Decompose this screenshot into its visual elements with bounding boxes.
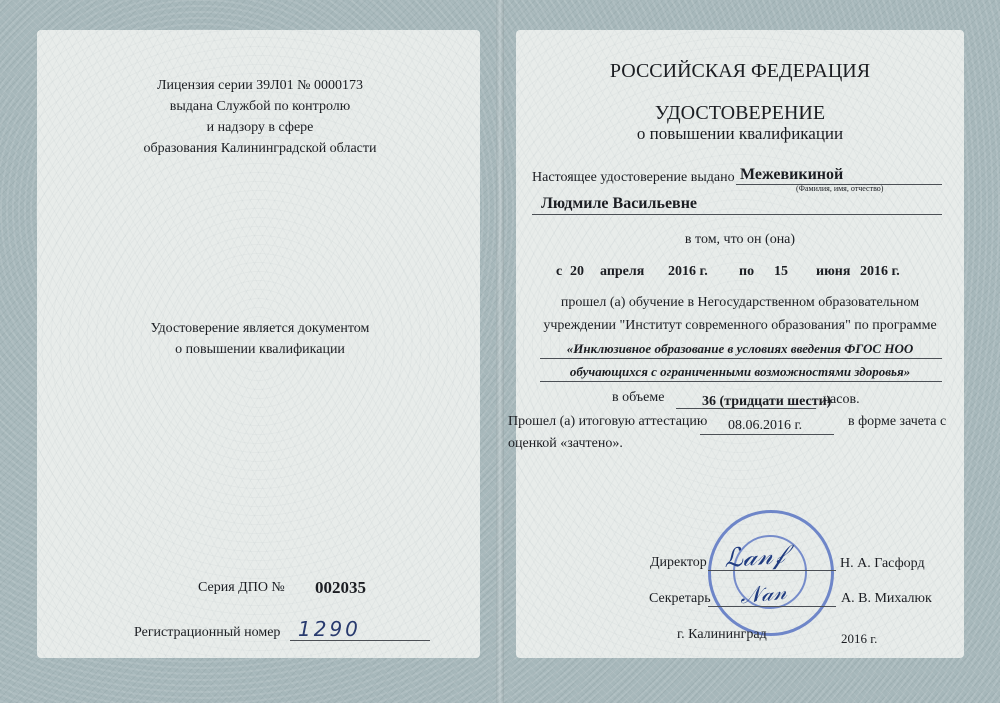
doc-subtitle: о повышении квалификации xyxy=(636,124,844,143)
license-line-2: выдана Службой по контролю xyxy=(169,99,351,114)
period-to-prefix: по xyxy=(739,264,755,279)
period-to-year: 2016 г. xyxy=(860,264,900,279)
volume-underline xyxy=(676,408,816,409)
secretary-signature: 𝒩𝒶𝓃 xyxy=(738,579,788,610)
program-line-2-underline xyxy=(540,381,942,382)
volume-suffix: часов. xyxy=(823,392,860,407)
secretary-name: А. В. Михалюк xyxy=(841,591,932,606)
page-fold xyxy=(496,0,504,703)
attestation-date-underline xyxy=(700,434,834,435)
director-name: Н. А. Гасфорд xyxy=(840,556,925,571)
document-note-line-2: о повышении квалификации xyxy=(175,342,345,357)
country-heading: РОССИЙСКАЯ ФЕДЕРАЦИЯ xyxy=(609,60,871,82)
secretary-label: Секретарь xyxy=(649,591,711,606)
period-from-prefix: с xyxy=(556,264,563,279)
series-label: Серия ДПО № xyxy=(198,580,285,595)
attestation-suffix: в форме зачета с xyxy=(848,414,947,429)
series-number: 002035 xyxy=(315,578,366,597)
issue-year: 2016 г. xyxy=(841,631,878,646)
city: г. Калининград xyxy=(677,627,767,642)
period-from-year: 2016 г. xyxy=(668,264,708,279)
period-from-day: 20 xyxy=(570,264,584,279)
period-to-day: 15 xyxy=(774,264,788,279)
volume-prefix: в объеме xyxy=(612,390,665,405)
reg-number-handwritten: 1290 xyxy=(298,617,361,641)
attestation-date: 08.06.2016 г. xyxy=(728,418,803,433)
director-label: Директор xyxy=(650,555,707,570)
period-from-month: апреля xyxy=(600,264,645,279)
license-line-4: образования Калининградской области xyxy=(143,141,377,156)
license-block xyxy=(130,75,390,159)
license-line-1: Лицензия серии 39Л01 № 0000173 xyxy=(156,78,364,93)
reg-number-underline xyxy=(290,640,430,641)
training-line-1: прошел (а) обучение в Негосударственном образовательном xyxy=(560,295,920,310)
document-note xyxy=(130,318,390,360)
program-line-1: «Инклюзивное образование в условиях введения ФГОС НОО xyxy=(566,341,914,356)
training-line-2: учреждении "Институт современного образования" по программе xyxy=(543,318,937,333)
name-patronymic: Людмиле Васильевне xyxy=(541,195,698,212)
reg-number-label: Регистрационный номер xyxy=(134,625,281,640)
director-signature: ℒ𝒶𝓃𝒻 xyxy=(722,539,786,575)
attestation-result: оценкой «зачтено». xyxy=(508,436,623,451)
director-underline xyxy=(708,570,836,571)
volume-value: 36 (тридцати шести) xyxy=(702,394,832,409)
name-underline xyxy=(532,214,942,215)
surname: Межевикиной xyxy=(740,166,844,183)
secretary-underline xyxy=(708,606,836,607)
attestation-prefix: Прошел (а) итоговую аттестацию xyxy=(508,414,708,429)
period-to-month: июня xyxy=(816,264,851,279)
program-line-1-underline xyxy=(540,358,942,359)
that-he-she: в том, что он (она) xyxy=(684,232,796,247)
document-note-line-1: Удостоверение является документом xyxy=(150,321,370,336)
fio-hint: (Фамилия, имя, отчество) xyxy=(796,184,884,193)
doc-title: УДОСТОВЕРЕНИЕ xyxy=(654,102,826,124)
program-line-2: обучающихся с ограниченными возможностями здоровья» xyxy=(569,364,911,379)
issued-to-label: Настоящее удостоверение выдано xyxy=(532,170,735,185)
license-line-3: и надзору в сфере xyxy=(206,120,314,135)
